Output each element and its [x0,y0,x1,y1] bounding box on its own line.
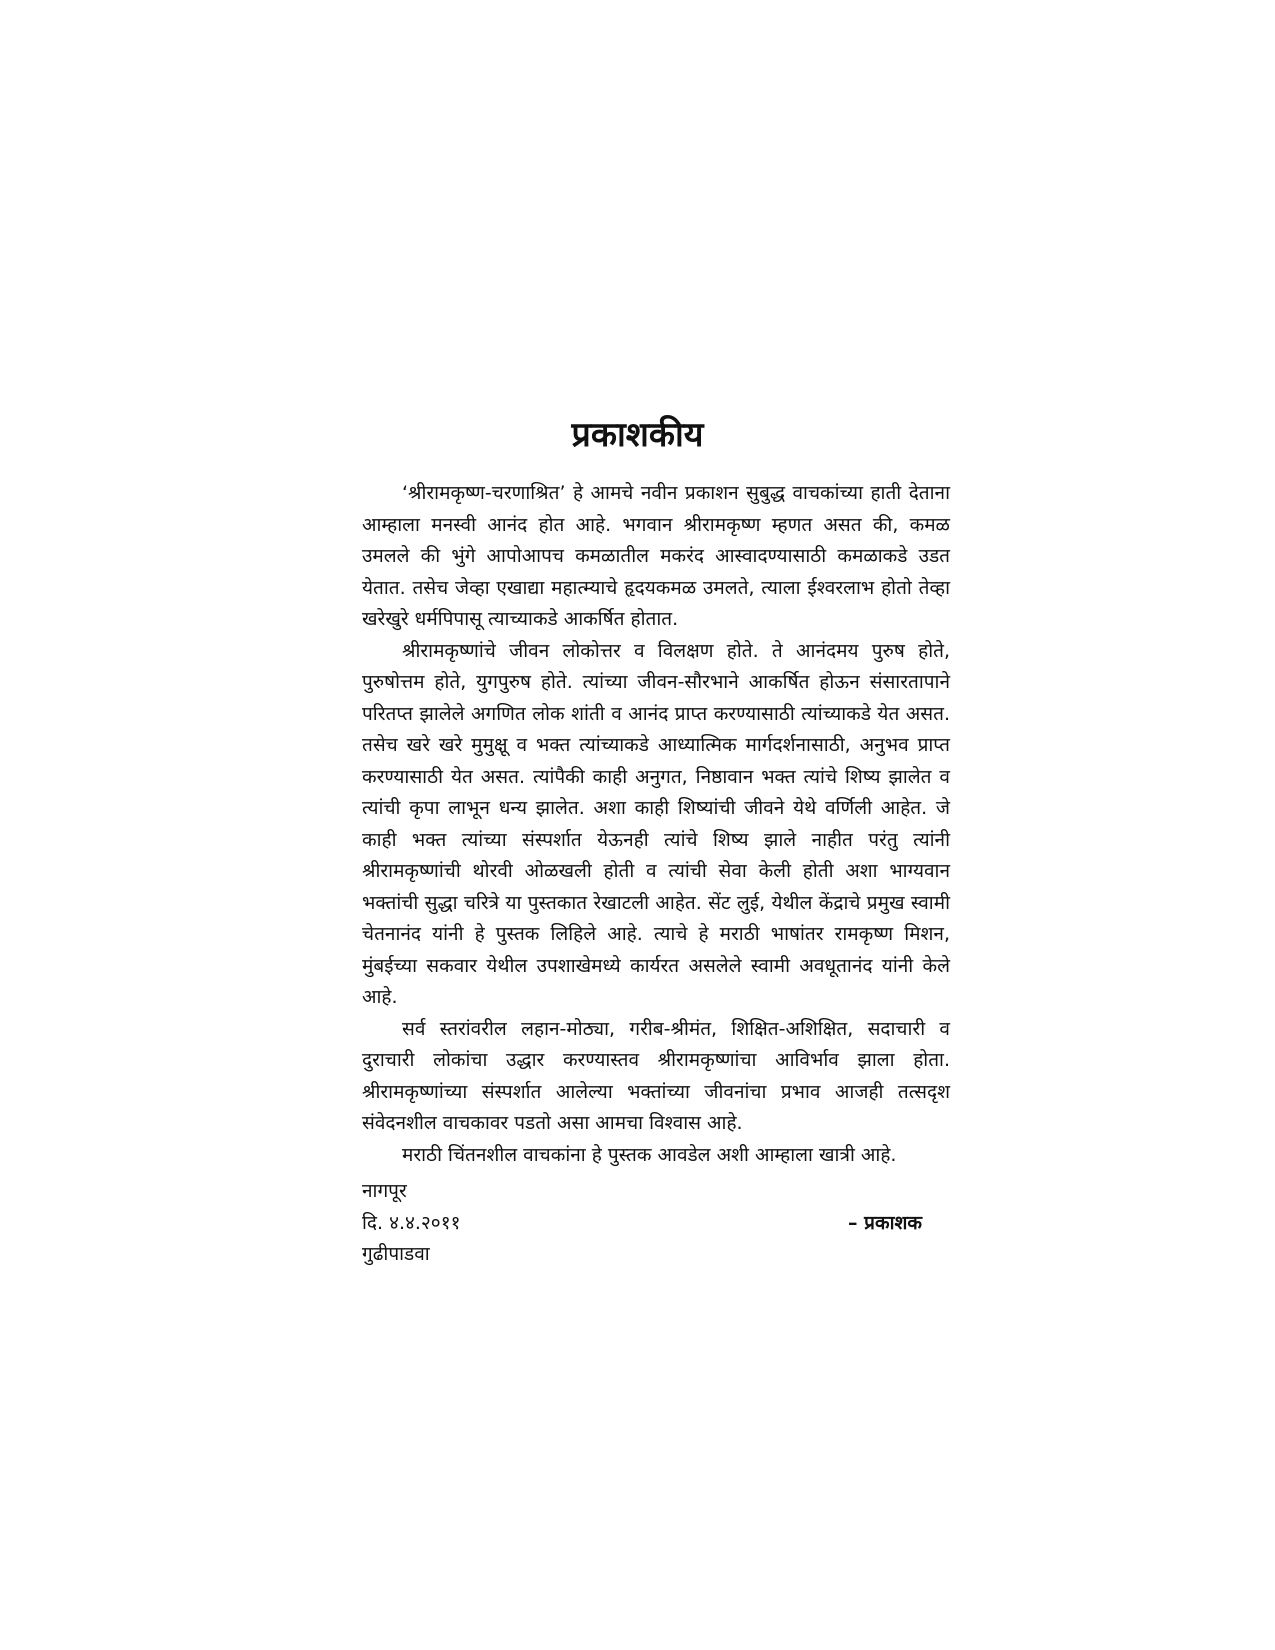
footer-date: दि. ४.४.२०११ [362,1211,461,1234]
page-title: प्रकाशकीय [571,415,704,455]
footer-place-date [362,1176,662,1271]
preface-body [362,478,950,1171]
footer-place: नागपूर [362,1180,407,1202]
footer-occasion: गुढीपाडवा [362,1243,430,1265]
paragraph-4: मराठी चिंतनशील वाचकांना हे पुस्तक आवडेल अशी आम्हाला खात्री आहे. [402,1143,897,1166]
paragraph-1: ‘श्रीरामकृष्ण-चरणाश्रित’ हे आमचे नवीन प्रकाशन सुबुद्ध वाचकांच्या हाती देताना आम्हाला मनस्वी आनंद होत आहे. भगवान श्रीरामकृष्ण म्हणत असत की, कमळ उमलले की भुंगे आपोआपच कमळातील मकरंद आस्वादण्यासाठी कमळाकडे उडत येतात. तसेच जेव्हा एखाद्या महात्म्याचे हृदयकमळ उमलते, त्याला ईश्वरलाभ होतो तेव्हा खरेखुरे धर्मपिपासू त्याच्याकडे आकर्षित होतात. [362,482,950,630]
publisher-signature: – प्रकाशक [848,1211,922,1234]
paragraph-2: श्रीरामकृष्णांचे जीवन लोकोत्तर व विलक्षण होते. ते आनंदमय पुरुष होते, पुरुषोत्तम होते, युगपुरुष होते. त्यांच्या जीवन-सौरभाने आकर्षित होऊन संसारतापाने परितप्त झालेले अगणित लोक शांती व आनंद प्राप्त करण्यासाठी त्यांच्याकडे येत असत. तसेच खरे खरे मुमुक्षू व भक्त त्यांच्याकडे आध्यात्मिक मार्गदर्शनासाठी, अनुभव प्राप्त करण्यासाठी येत असत. त्यांपैकी काही अनुगत, निष्ठावान भक्त त्यांचे शिष्य झालेत व त्यांची कृपा लाभून धन्य झालेत. अशा काही शिष्यांची जीवने येथे वर्णिली आहेत. जे काही भक्त त्यांच्या संस्पर्शात येऊनही त्यांचे शिष्य झाले नाहीत परंतु त्यांनी श्रीरामकृष्णांची थोरवी ओळखली होती व त्यांची सेवा केली होती अशा भाग्यवान भक्तांची सुद्धा चरित्रे या पुस्तकात रेखाटली आहेत. सेंट लुई, येथील केंद्राचे प्रमुख स्वामी चेतनानंद यांनी हे पुस्तक लिहिले आहे. त्याचे हे मराठी भाषांतर रामकृष्ण मिशन, मुंबईच्या सकवार येथील उपशाखेमध्ये कार्यरत असलेले स्वामी अवधूतानंद यांनी केले आहे. [362,639,950,1008]
paragraph-3: सर्व स्तरांवरील लहान-मोठ्या, गरीब-श्रीमंत, शिक्षित-अशिक्षित, सदाचारी व दुराचारी लोकांचा उद्धार करण्यास्तव श्रीरामकृष्णांचा आविर्भाव झाला होता. श्रीरामकृष्णांच्या संस्पर्शात आलेल्या भक्तांच्या जीवनांचा प्रभाव आजही तत्सदृश संवेदनशील वाचकावर पडतो असा आमचा विश्वास आहे. [362,1017,950,1134]
